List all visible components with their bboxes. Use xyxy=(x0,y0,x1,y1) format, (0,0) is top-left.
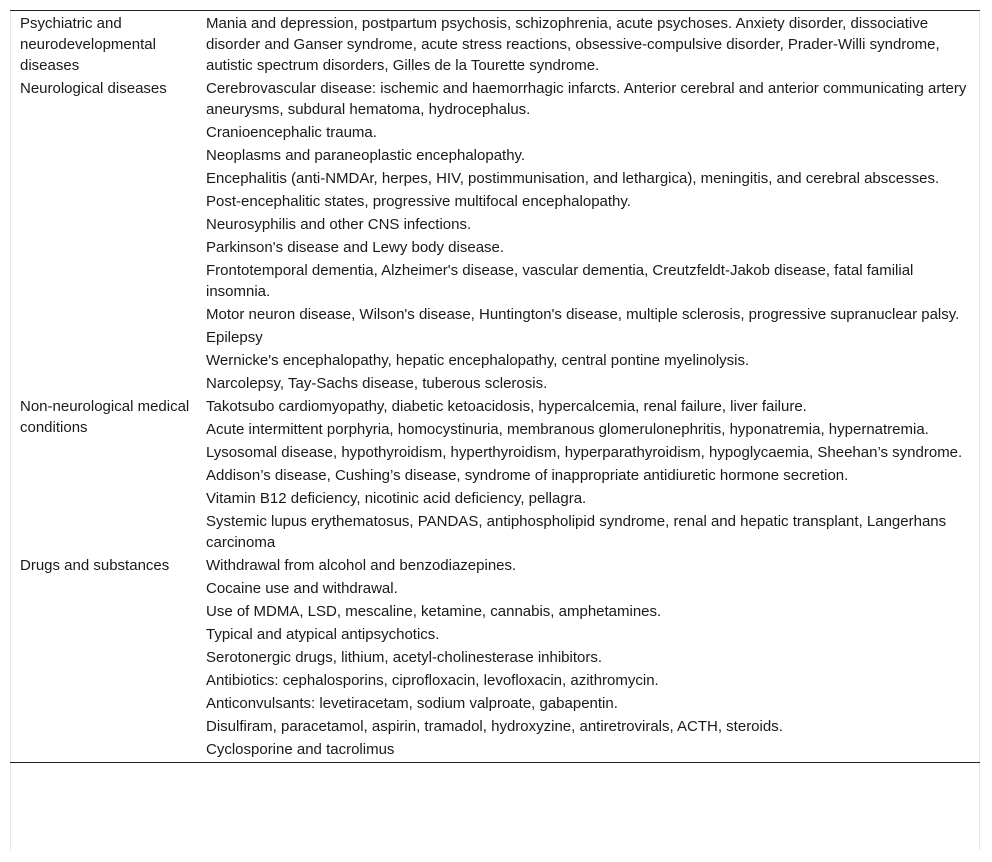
list-item: Wernicke's encephalopathy, hepatic encephalopathy, central pontine myelinolysis. xyxy=(206,352,750,369)
list-item: Addison’s disease, Cushing’s disease, syndrome of inappropriate antidiuretic hormone secretion. xyxy=(206,467,849,484)
list-item: Encephalitis (anti-NMDAr, herpes, HIV, postimmunisation, and lethargica), meningitis, and cerebral abscesses. xyxy=(206,170,940,187)
list-item: Typical and atypical antipsychotics. xyxy=(206,626,440,643)
category-label: Psychiatric and neurodevelopmental diseases xyxy=(20,15,156,74)
list-item: Frontotemporal dementia, Alzheimer's disease, vascular dementia, Creutzfeldt-Jakob disease, fatal familial insomnia. xyxy=(206,262,914,300)
list-item: Systemic lupus erythematosus, PANDAS, antiphospholipid syndrome, renal and hepatic transplant, Langerhans carcinoma xyxy=(206,513,947,551)
list-item: Disulfiram, paracetamol, aspirin, tramadol, hydroxyzine, antiretrovirals, ACTH, steroids. xyxy=(206,718,783,735)
list-item: Anticonvulsants: levetiracetam, sodium valproate, gabapentin. xyxy=(206,695,618,712)
category-label: Drugs and substances xyxy=(20,557,170,574)
list-item: Antibiotics: cephalosporins, ciprofloxacin, levofloxacin, azithromycin. xyxy=(206,672,659,689)
list-item: Neurosyphilis and other CNS infections. xyxy=(206,216,472,233)
category-cell xyxy=(10,11,206,79)
category-label: Non-neurological medical conditions xyxy=(20,398,190,436)
category-cell xyxy=(10,396,206,555)
items-cell xyxy=(206,396,980,555)
table-row-drugs xyxy=(10,555,980,763)
list-item: Use of MDMA, LSD, mescaline, ketamine, cannabis, amphetamines. xyxy=(206,603,662,620)
list-item: Motor neuron disease, Wilson's disease, Huntington's disease, multiple sclerosis, progressive supranuclear palsy. xyxy=(206,306,960,323)
category-cell xyxy=(10,78,206,396)
causes-table xyxy=(10,10,980,763)
list-item: Acute intermittent porphyria, homocystinuria, membranous glomerulonephritis, hyponatremia, hypernatremia. xyxy=(206,421,929,438)
list-item: Cocaine use and withdrawal. xyxy=(206,580,398,597)
list-item: Parkinson's disease and Lewy body disease. xyxy=(206,239,505,256)
table-row-non-neurological xyxy=(10,396,980,555)
list-item: Takotsubo cardiomyopathy, diabetic ketoacidosis, hypercalcemia, renal failure, liver failure. xyxy=(206,398,807,415)
items-cell xyxy=(206,78,980,396)
list-item: Cranioencephalic trauma. xyxy=(206,124,377,141)
table-row-psychiatric xyxy=(10,11,980,79)
table-row-neurological xyxy=(10,78,980,396)
category-label: Neurological diseases xyxy=(20,80,167,97)
list-item: Cerebrovascular disease: ischemic and haemorrhagic infarcts. Anterior cerebral and anterior communicating artery aneurysms, subdural hematoma, hydrocephalus. xyxy=(206,80,967,118)
list-item: Neoplasms and paraneoplastic encephalopathy. xyxy=(206,147,526,164)
list-item: Serotonergic drugs, lithium, acetyl-cholinesterase inhibitors. xyxy=(206,649,603,666)
list-item: Narcolepsy, Tay-Sachs disease, tuberous sclerosis. xyxy=(206,375,548,392)
list-item: Cyclosporine and tacrolimus xyxy=(206,741,395,758)
list-item: Vitamin B12 deficiency, nicotinic acid deficiency, pellagra. xyxy=(206,490,587,507)
list-item: Lysosomal disease, hypothyroidism, hyperthyroidism, hyperparathyroidism, hypoglycaemia, Sheehan’s syndrome. xyxy=(206,444,963,461)
category-cell xyxy=(10,555,206,763)
items-cell xyxy=(206,555,980,763)
items-cell xyxy=(206,11,980,79)
list-item: Epilepsy xyxy=(206,329,263,346)
list-item: Withdrawal from alcohol and benzodiazepines. xyxy=(206,557,517,574)
list-item: Mania and depression, postpartum psychosis, schizophrenia, acute psychoses. Anxiety disorder, dissociative disorder and Ganser syndrome, acute stress reactions, obsessive-compulsive disorder, Prader-Willi syndrome, autistic spectrum disorders, Gilles de la Tourette syndrome. xyxy=(206,15,940,74)
list-item: Post-encephalitic states, progressive multifocal encephalopathy. xyxy=(206,193,631,210)
